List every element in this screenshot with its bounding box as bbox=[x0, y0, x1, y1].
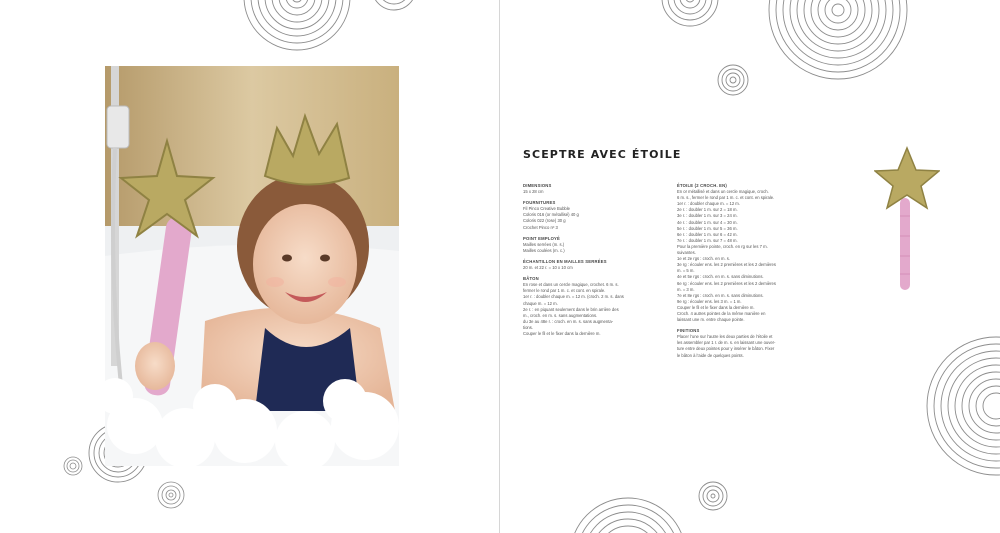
instructions-column-right bbox=[677, 183, 827, 364]
section-line: du 3e au 48e r. : croch. en m. s. sans augmenta- bbox=[523, 318, 614, 324]
circles-decoration-top-left bbox=[240, 0, 355, 55]
circles-decoration-top-right bbox=[766, 0, 910, 82]
section-line: 5e r. : doubler 1 m. sur 5 = 36 m. bbox=[677, 225, 738, 231]
section-heading: FINITIONS bbox=[677, 328, 700, 334]
section-line: le bâton à l’aide de quelques points. bbox=[677, 352, 744, 358]
section-heading: ÉCHANTILLON EN MAILLES SERRÉES bbox=[523, 258, 607, 264]
instructions-column-left bbox=[523, 183, 673, 342]
section-line: m. = 3 m. bbox=[677, 286, 695, 292]
section-line: 7e et 8e rgs : croch. en m. s. sans diminutions. bbox=[677, 292, 764, 298]
section-line: 3e rg : écouler ens. les 2 premières et les 2 dernières bbox=[677, 262, 776, 268]
section-heading: ÉTOILE (2 CROCH. EN) bbox=[677, 183, 727, 188]
circles-decoration-tiny-left bbox=[62, 455, 84, 477]
section-line: 6e r. : doubler 1 m. sur 6 = 42 m. bbox=[677, 231, 738, 237]
section-line: 4e et 5e rgs : croch. en m. s. sans diminutions. bbox=[677, 274, 764, 280]
section-line: En or métallisé et dans un cercle magique, croch. bbox=[677, 189, 769, 195]
instruction-section bbox=[677, 328, 827, 358]
section-line: 3e r. : doubler 1 m. sur 3 = 24 m. bbox=[677, 213, 738, 219]
section-line: suivantes. bbox=[677, 250, 696, 256]
instruction-section bbox=[677, 183, 827, 323]
section-line: m., croch. en m. s. sans augmentations. bbox=[523, 312, 598, 318]
section-line: m. = 5 m. bbox=[677, 268, 695, 274]
section-line: 2e r. : en piquant seulement dans le brin arrière des bbox=[523, 306, 619, 312]
section-line: 2e r. : doubler 1 m. sur 2 = 18 m. bbox=[677, 207, 738, 213]
section-line: 1e et 2e rgs : croch. en m. s. bbox=[677, 256, 731, 262]
section-line: les assembler par 1 r. de m. s. en laissant une ouver- bbox=[677, 340, 776, 346]
section-line: Mailles coulées (m. c.) bbox=[523, 247, 565, 253]
section-line: Pour la première pointe, croch. en rg sur les 7 m. bbox=[677, 243, 768, 249]
star-wand-thumbnail bbox=[874, 146, 940, 294]
section-line: laissant une m. entre chaque pointe. bbox=[677, 317, 745, 323]
section-line: 6 m. s., fermer le rond par 1 m. c. et cont. en spirale. bbox=[677, 195, 775, 201]
section-line: fermer le rond par 1 m. c. et cont. en spirale. bbox=[523, 288, 606, 294]
section-heading: BÂTON bbox=[523, 276, 539, 282]
instruction-section bbox=[523, 236, 673, 254]
instruction-section bbox=[523, 276, 673, 337]
bath-photo bbox=[105, 66, 399, 466]
section-line: Couper le fil et le fixer dans la dernière m. bbox=[677, 304, 755, 310]
section-line: Crochet Pinco nº 3 bbox=[523, 224, 558, 230]
circles-decoration-bottom-mid bbox=[156, 480, 186, 510]
circles-decoration-top-small bbox=[368, 0, 420, 12]
section-line: 1er r. : doubler chaque m. = 12 m. bbox=[677, 201, 740, 207]
instruction-section bbox=[523, 200, 673, 230]
section-line: 1er r. : doubler chaque m. = 12 m. (croch. 2 m. s. dans bbox=[523, 294, 624, 300]
section-heading: POINT EMPLOYÉ bbox=[523, 235, 561, 241]
section-line: 4e r. : doubler 1 m. sur 4 = 30 m. bbox=[677, 219, 738, 225]
section-heading: DIMENSIONS bbox=[523, 183, 552, 188]
section-line: chaque m. = 12 m. bbox=[523, 300, 558, 306]
section-line: 20 m. et 22 r. = 10 x 10 cm bbox=[523, 265, 573, 271]
pattern-title: SCEPTRE AVEC ÉTOILE bbox=[523, 148, 682, 161]
section-line: Fil Pinco Creative Bubble bbox=[523, 206, 571, 212]
section-line: ture entre deux pointes pour y insérer le bâton. Fixer bbox=[677, 346, 775, 352]
section-line: 7e r. : doubler 1 m. sur 7 = 48 m. bbox=[677, 237, 738, 243]
section-line: tions. bbox=[523, 324, 534, 330]
section-line: 15 x 28 cm bbox=[523, 189, 544, 195]
circles-decoration-small-right bbox=[716, 63, 750, 97]
section-line: En rose et dans un cercle magique, crochet. 6 m. s. bbox=[523, 282, 619, 288]
section-line: Coloris 016 (or métallisé) 40 g bbox=[523, 212, 579, 218]
section-line: Croch. 4 autres pointes de la même manière en bbox=[677, 310, 766, 316]
section-line: Coloris 022 (rose) 30 g bbox=[523, 218, 566, 224]
circles-decoration-top-mid bbox=[658, 0, 722, 28]
instruction-section bbox=[523, 183, 673, 195]
section-line: Placer l’une sur l’autre les deux parties de l’étoile et bbox=[677, 334, 773, 340]
section-line: 6e rg : écouler ens. les 2 premières et les 2 dernières bbox=[677, 280, 776, 286]
circles-decoration-bottom-right-small bbox=[697, 480, 729, 512]
section-line: 9e rg : écouler ens. les 3 m. = 1 m. bbox=[677, 298, 742, 304]
circles-decoration-bottom-center bbox=[568, 496, 688, 533]
section-heading: FOURNITURES bbox=[523, 200, 556, 206]
section-line: Mailles serrées (m. s.) bbox=[523, 241, 565, 247]
instruction-section bbox=[523, 259, 673, 271]
circles-decoration-right-edge bbox=[924, 334, 1000, 478]
section-line: Couper le fil et le fixer dans la dernière m. bbox=[523, 330, 601, 336]
